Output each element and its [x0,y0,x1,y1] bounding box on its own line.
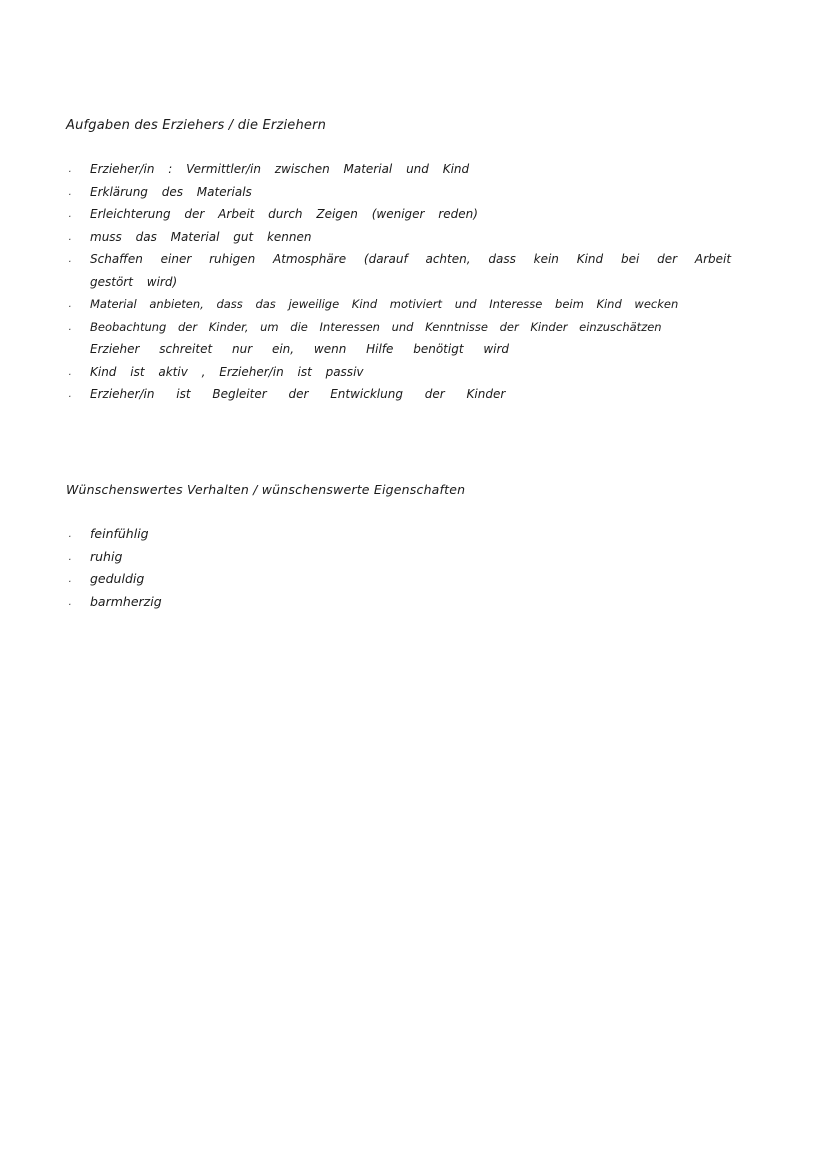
bullet-icon: · [68,599,72,611]
list-item-continuation: Erzieher schreitet nur ein, wenn Hilfe benötigt wird [90,342,510,356]
bullet-icon: · [68,324,72,336]
bullet-icon: · [68,302,72,313]
bullet-icon: · [68,532,72,543]
bullet-icon: · [68,234,72,246]
bullet-icon: · [68,369,72,381]
bullet-icon: · [68,189,72,201]
section2-list [68,523,162,613]
bullet-icon: · [68,392,72,403]
section1-list [68,158,732,406]
list-item: · Erzieher/in : Vermittler/in zwischen Material und Kind [90,158,731,181]
list-item: · barmherzig [90,591,162,614]
section1-heading: Aufgaben des Erziehers / die Erziehern [66,118,327,133]
bullet-icon: · [68,167,72,178]
bullet-icon: · [68,577,72,588]
list-item: · ruhig [90,546,162,569]
list-item: · Kind ist aktiv , Erzieher/in ist passiv [90,361,731,384]
list-item: · Schaffen einer ruhigen Atmosphäre (darauf achten, dass kein Kind bei der Arbeit [90,248,731,271]
list-item-continuation: gestört wird) [90,274,178,289]
bullet-icon: · [68,554,72,566]
list-item: · geduldig [90,568,162,591]
bullet-icon: · [68,257,72,268]
section2-heading: Wünschenswertes Verhalten / wünschenswerte Eigenschaften [66,482,466,497]
list-item: · feinfühlig [90,523,162,546]
list-item: · Erleichterung der Arbeit durch Zeigen (weniger reden) [90,203,731,226]
bullet-icon: · [68,212,72,223]
list-item: · Erklärung des Materials [90,181,731,204]
list-item: · Beobachtung der Kinder, um die Interessen und Kenntnisse der Kinder einzuschätzen [90,316,731,339]
list-item: · Material anbieten, dass das jeweilige Kind motiviert und Interesse beim Kind wecken [90,293,731,316]
list-item: · muss das Material gut kennen [90,226,731,249]
list-item: · Erzieher/in ist Begleiter der Entwicklung der Kinder [90,383,731,406]
